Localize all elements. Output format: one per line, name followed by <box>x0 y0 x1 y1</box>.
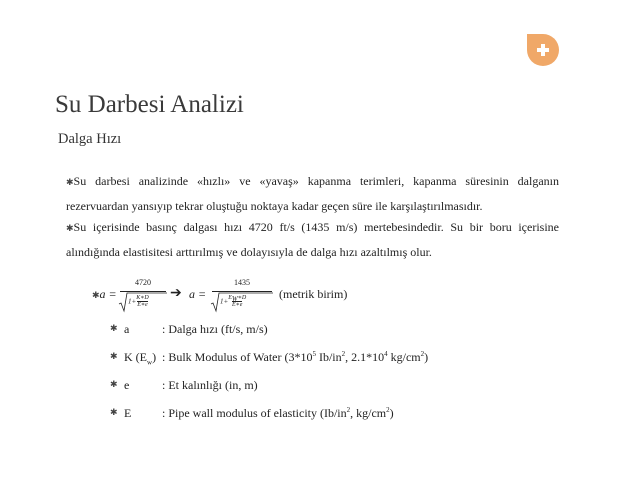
definition-description: : Bulk Modulus of Water ($3*10^5$ $Ib/in^2$, $2.1*10^4$ $kg/cm^2$) <box>162 350 429 364</box>
bullet-icon: ✱ <box>110 408 118 418</box>
paragraph1-line1: Su darbesi analizinde «hızlı» ve «yavaş» kapanma terimleri, kapanma süresinin dalganın <box>73 174 559 188</box>
bullet-icon: ✱ <box>66 178 74 188</box>
formula-unit: (metrik birim) <box>279 287 348 301</box>
definition-description: : Et kalınlığı (in, m) <box>162 378 258 392</box>
bullet-icon: ✱ <box>66 224 74 234</box>
formula-arrow-icon: ➔ <box>170 286 182 301</box>
formula-lhs: ✱a = <box>92 287 117 301</box>
paragraph-wave-speed <box>66 216 559 264</box>
definition-symbol: a <box>124 322 130 336</box>
paragraph-closure-terms <box>66 170 559 218</box>
definition-description: : Dalga hızı (ft/s, m/s) <box>162 322 268 336</box>
slide-subtitle: Dalga Hızı <box>58 131 122 147</box>
wave-speed-formula <box>92 276 552 316</box>
bullet-icon: ✱ <box>110 324 118 334</box>
slide-title: Su Darbesi Analizi <box>55 91 244 118</box>
definition-symbol: E <box>124 406 132 420</box>
plus-badge <box>526 33 560 67</box>
bullet-icon: ✱ <box>110 352 118 362</box>
formula-denominator-metric: $1+\frac{E_W∗D}{E∗e}$ <box>220 295 247 308</box>
formula-numerator-metric: 1435 <box>234 278 250 287</box>
definition-symbol: e <box>124 378 130 392</box>
paragraph2-line1: Su içerisinde basınç dalgası hızı 4720 ft/s (1435 m/s) mertebesindedir. Su bir boru içerisine <box>73 220 559 234</box>
formula-rhs: a = <box>189 287 207 301</box>
bullet-icon: ✱ <box>110 380 118 390</box>
paragraph1-line2: rezervuardan yansıyıp tekrar oluştuğu noktaya kadar geçen süre ile karşılaştırılmasıdır. <box>66 199 483 213</box>
plus-icon <box>526 33 560 67</box>
paragraph2-line2: alındığında elastisitesi arttırılmış ve dolayısıyla de dalga hızı azaltılmış olur. <box>66 245 432 259</box>
formula-denominator-imperial: $1+\frac{K∗D}{E∗e}$ <box>128 295 149 308</box>
definition-description: : Pipe wall modulus of elasticity ($Ib/in^2$, $kg/cm^2$) <box>162 406 394 420</box>
definition-symbol: K $(E_w)$ <box>124 350 157 367</box>
formula-numerator-imperial: 4720 <box>135 278 151 287</box>
